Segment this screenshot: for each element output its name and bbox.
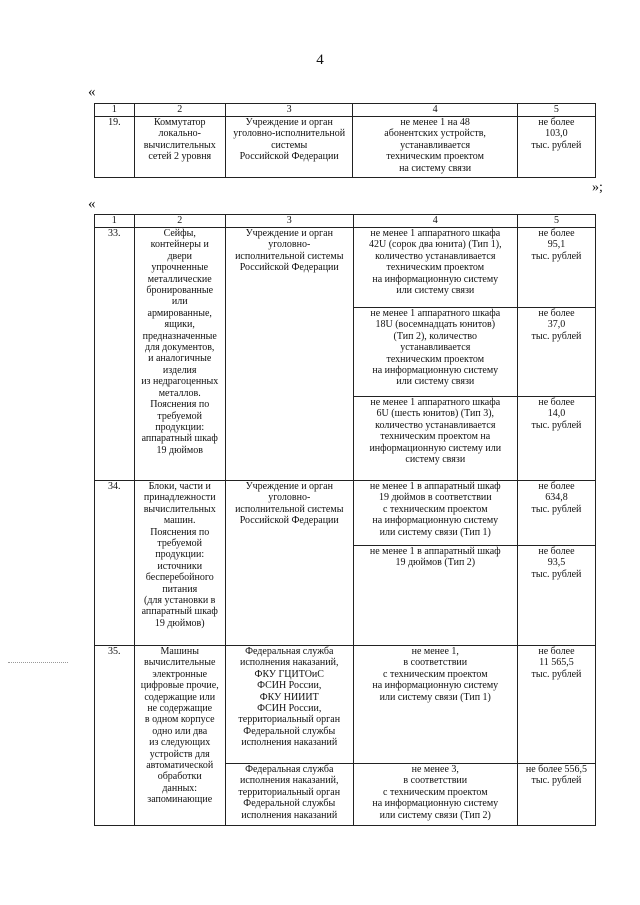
price-limit: не более 556,5 тыс. рублей [517,764,595,826]
quantity: не менее 1 аппаратного шкафа 18U (восемнадцать юнитов) (Тип 2), количество устанавливается техническим проектом на информационную систему или систему связи [353,308,517,397]
price-limit: не более 14,0 тыс. рублей [517,397,595,481]
header-cell: 4 [353,104,517,117]
organization: Федеральная служба исполнения наказаний, территориальный орган Федеральной службы исполнения наказаний [225,764,353,826]
row-number: 33. [95,228,135,481]
organization: Учреждение и орган уголовно-исполнительной системы Российской Федерации [225,117,353,178]
organization: Учреждение и орган уголовно- исполнительной системы Российской Федерации [225,228,353,481]
header-cell: 1 [95,104,135,117]
price-limit: не более 95,1 тыс. рублей [517,228,595,308]
header-cell: 5 [517,104,595,117]
table-row [95,117,596,178]
quantity: не менее 1 аппаратного шкафа 6U (шесть юнитов) (Тип 3), количество устанавливается техническим проектом на информационную систему или систему связи [353,397,517,481]
product-name: Машины вычислительные электронные цифровые прочие, содержащие или не содержащие в одном корпусе одно или два из следующих устройств для автоматической обработки данных: запоминающие [134,646,225,826]
header-cell: 3 [225,215,353,228]
quantity: не менее 1 в аппаратный шкаф 19 дюймов (Тип 2) [353,546,517,646]
quantity: не менее 1, в соответствии с техническим проектом на информационную систему или систему связи (Тип 1) [353,646,517,764]
price-limit: не более 11 565,5 тыс. рублей [517,646,595,764]
quantity: не менее 1 аппаратного шкафа 42U (сорок два юнита) (Тип 1), количество устанавливается техническим проектом на информационную систему или систему связи [353,228,517,308]
product-name: Сейфы, контейнеры и двери упрочненные металлические бронированные или армированные, ящики, предназначенные для документов, и аналогичные изделия из недрагоценных металлов. Пояснения по требуемой продукции: аппаратный шкаф 19 дюймов [134,228,225,481]
price-limit: не более 634,8 тыс. рублей [517,481,595,546]
page-number: 4 [316,52,324,68]
table-row [95,481,596,546]
close-quote: »; [592,180,603,195]
header-cell: 2 [134,104,225,117]
quantity: не менее 1 в аппаратный шкаф 19 дюймов в соответствии с техническим проектом на информационную систему или систему связи (Тип 1) [353,481,517,546]
price-limit: не более 93,5 тыс. рублей [517,546,595,646]
header-cell: 5 [517,215,595,228]
row-number: 35. [95,646,135,826]
price-limit: не более 37,0 тыс. рублей [517,308,595,397]
organization: Федеральная служба исполнения наказаний, ФКУ ГЦИТОиС ФСИН России, ФКУ НИИИТ ФСИН России, территориальный орган Федеральной службы исполнения наказаний [225,646,353,764]
table-header-row [95,104,596,117]
margin-mark [8,662,68,663]
organization: Учреждение и орган уголовно- исполнительной системы Российской Федерации [225,481,353,646]
table-header-row [95,215,596,228]
quantity: не менее 1 на 48 абонентских устройств, устанавливается техническим проектом на систему связи [353,117,517,178]
header-cell: 4 [353,215,517,228]
table-row-19 [94,103,596,178]
table-row [95,646,596,764]
row-number: 34. [95,481,135,646]
product-name: Коммутатор локально- вычислительных сетей 2 уровня [134,117,225,178]
header-cell: 3 [225,104,353,117]
main-table [94,214,596,826]
open-quote: « [88,84,96,100]
price-limit: не более 103,0 тыс. рублей [517,117,595,178]
header-cell: 1 [95,215,135,228]
open-quote: « [88,196,96,212]
quantity: не менее 3, в соответствии с техническим проектом на информационную систему или систему связи (Тип 2) [353,764,517,826]
header-cell: 2 [134,215,225,228]
table-row [95,228,596,308]
row-number: 19. [95,117,135,178]
product-name: Блоки, части и принадлежности вычислительных машин. Пояснения по требуемой продукции: источники бесперебойного питания (для установки в аппаратный шкаф 19 дюймов) [134,481,225,646]
